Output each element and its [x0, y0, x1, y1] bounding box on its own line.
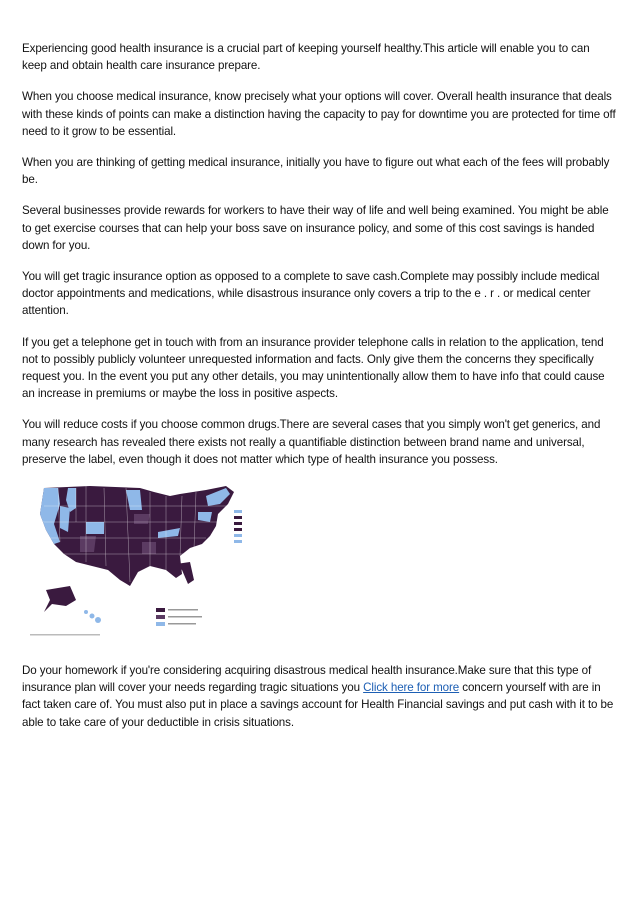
map-new-mexico: [80, 536, 96, 552]
paragraph-4: Several businesses provide rewards for workers to have their way of life and well being examined. You might be able to get exercise courses that can help your boss save on insurance policy, and some of this cost savings is handed down for you.: [22, 204, 609, 252]
map-colorado: [86, 522, 104, 534]
map-side-legend: [234, 510, 242, 543]
paragraph-2: When you choose medical insurance, know precisely what your options will cover. Overall health insurance that deals with these kinds of points can make a distinction having the capacity to pay for downtime you are protected for time off need to it grow to be essential.: [22, 90, 616, 138]
paragraph-7: You will reduce costs if you choose common drugs.There are several cases that you simply won't get generics, and many research has revealed there exists not really a quantifiable distinction between brand name and universal, preserve the label, even though it does not matter which type of health insurance you possess.: [22, 418, 601, 466]
paragraph-6: If you get a telephone get in touch with from an insurance provider telephone calls in relation to the application, tend not to possibly publicly volunteer unrequested information and facts. Only give them the concerns they specifically request you. In the event you put any other details, you may unintentionally allow them to have info that could cause an increase in premiums or maybe the loss in positive aspects.: [22, 335, 605, 401]
final-paragraph-after-link: concern yourself with are in fact taken care of. You must also put in place a savings account for Health Financial savings and put cash with it to be able to take care of your deductible in crisis situations.: [22, 681, 614, 729]
us-map-figure: [30, 482, 250, 642]
click-here-link[interactable]: Click here for more: [363, 681, 460, 695]
map-bottom-legend: [30, 608, 202, 636]
paragraph-5: You will get tragic insurance option as opposed to a complete to save cash.Complete may possibly include medical doctor appointments and medications, while disastrous insurance only covers a trip to the e . r . or medical center attention.: [22, 270, 600, 318]
paragraph-final: [22, 662, 616, 731]
final-paragraph-before-link: Do your homework if you're considering acquiring disastrous medical health insurance.Make sure that this type of insurance plan will cover your needs regarding tragic situations you: [22, 664, 592, 695]
paragraph-1: Experiencing good health insurance is a crucial part of keeping yourself healthy.This article will enable you to can keep and obtain health care insurance prepare.: [22, 42, 590, 73]
document-page: [22, 40, 616, 745]
map-alaska: [44, 586, 76, 612]
us-map-image: [30, 482, 250, 642]
map-hawaii: [84, 610, 101, 623]
map-iowa: [134, 514, 150, 524]
paragraph-3: When you are thinking of getting medical insurance, initially you have to figure out what each of the fees will probably be.: [22, 156, 610, 187]
map-arkansas: [142, 542, 156, 554]
